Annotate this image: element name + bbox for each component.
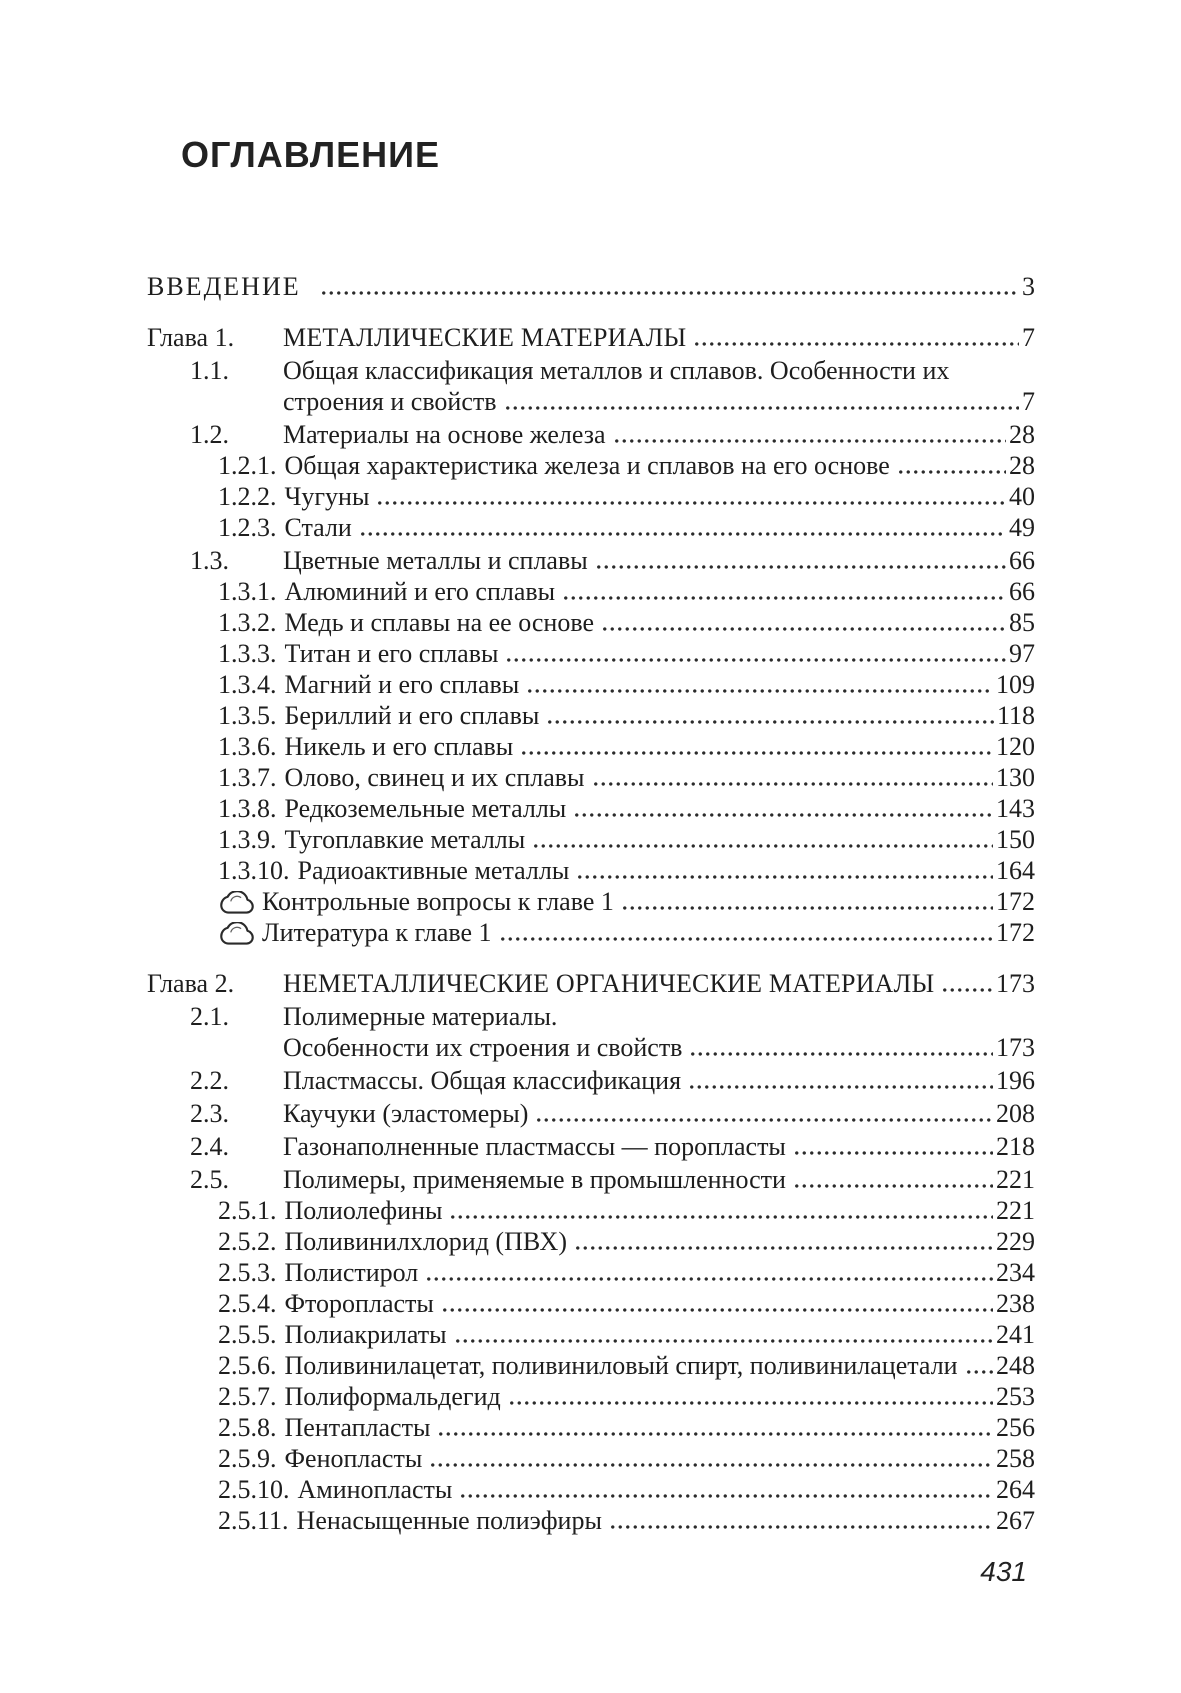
toc-entry-section xyxy=(147,1098,1035,1129)
entry-number: 1.3.6. xyxy=(218,732,277,761)
entry-page-number: 143 xyxy=(996,794,1035,823)
entry-number: 2.1. xyxy=(190,1002,229,1031)
entry-page-number: 3 xyxy=(1022,272,1035,301)
entry-number: 2.5. xyxy=(190,1165,229,1194)
entry-title: Газонаполненные пластмассы — поропласты xyxy=(283,1132,786,1161)
entry-page-number: 221 xyxy=(996,1165,1035,1194)
dot-leader xyxy=(592,782,994,786)
dot-leader xyxy=(499,937,993,941)
toc-entry-subsection xyxy=(147,1319,1035,1350)
toc-entry-electronic xyxy=(147,886,1035,917)
entry-title: Чугуны xyxy=(284,482,370,511)
toc-list xyxy=(147,271,1035,1536)
entry-number: 2.2. xyxy=(190,1066,229,1095)
entry-title: Цветные металлы и сплавы xyxy=(283,546,588,575)
entry-title: Фенопласты xyxy=(284,1444,423,1473)
entry-title: Пластмассы. Общая классификация xyxy=(283,1066,682,1095)
entry-page-number: 49 xyxy=(1009,513,1035,542)
entry-page-number: 66 xyxy=(1009,577,1035,606)
toc-entry-subsection xyxy=(147,450,1035,481)
dot-leader xyxy=(520,751,993,755)
entry-title: Стали xyxy=(284,513,352,542)
entry-page-number: 229 xyxy=(996,1227,1035,1256)
dot-leader xyxy=(595,565,1006,569)
entry-number: 1.3.5. xyxy=(218,701,277,730)
dot-leader xyxy=(546,720,994,724)
toc-entry-subsection xyxy=(147,700,1035,731)
dot-leader xyxy=(429,1463,993,1467)
entry-title: Общая характеристика железа и сплавов на его основе xyxy=(284,451,890,480)
folio-page-number: 431 xyxy=(980,1556,1027,1587)
entry-number: 2.3. xyxy=(190,1099,229,1128)
dot-leader xyxy=(621,906,993,910)
cloud-icon xyxy=(220,889,256,914)
entry-title: Алюминий и его сплавы xyxy=(284,577,556,606)
dot-leader xyxy=(613,439,1006,443)
entry-number: 1.3. xyxy=(190,546,229,575)
dot-leader xyxy=(459,1494,993,1498)
entry-page-number: 97 xyxy=(1009,639,1035,668)
dot-leader xyxy=(454,1339,993,1343)
entry-number: 1.1. xyxy=(190,356,229,385)
entry-page-number: 172 xyxy=(996,918,1035,947)
dot-leader xyxy=(897,470,1006,474)
entry-number: 2.5.3. xyxy=(218,1258,277,1287)
entry-page-number: 248 xyxy=(996,1351,1035,1380)
toc-entry-section xyxy=(147,1065,1035,1096)
toc-entry-subsection xyxy=(147,512,1035,543)
entry-number: 2.5.5. xyxy=(218,1320,277,1349)
entry-page-number: 118 xyxy=(996,701,1035,730)
chapter-label: Глава 2. xyxy=(147,969,235,998)
toc-entry-subsection xyxy=(147,1257,1035,1288)
dot-leader xyxy=(535,1118,993,1122)
entry-number: 2.5.7. xyxy=(218,1382,277,1411)
entry-title-line2: строения и свойств xyxy=(283,387,497,416)
entry-page-number: 221 xyxy=(996,1196,1035,1225)
entry-page-number: 238 xyxy=(996,1289,1035,1318)
entry-number: 1.3.10. xyxy=(218,856,290,885)
entry-title: Аминопласты xyxy=(297,1475,453,1504)
dot-leader xyxy=(573,813,993,817)
entry-page-number: 173 xyxy=(996,969,1035,998)
toc-entry-subsection xyxy=(147,1474,1035,1505)
dot-leader xyxy=(504,406,1019,410)
chapter-label: Глава 1. xyxy=(147,323,235,352)
entry-number: 1.3.8. xyxy=(218,794,277,823)
entry-page-number: 40 xyxy=(1009,482,1035,511)
dot-leader xyxy=(576,875,993,879)
entry-page-number: 173 xyxy=(996,1033,1035,1062)
entry-page-number: 28 xyxy=(1009,451,1035,480)
entry-number: 2.5.9. xyxy=(218,1444,277,1473)
dot-leader xyxy=(689,1052,993,1056)
entry-title: Полиакрилаты xyxy=(284,1320,447,1349)
dot-leader xyxy=(425,1277,993,1281)
entry-page-number: 234 xyxy=(996,1258,1035,1287)
toc-entry-subsection xyxy=(147,1381,1035,1412)
toc-entry-section xyxy=(147,545,1035,576)
entry-number: 2.5.6. xyxy=(218,1351,277,1380)
dot-leader xyxy=(562,596,1006,600)
dot-leader xyxy=(508,1401,993,1405)
toc-entry-chapter xyxy=(147,322,1035,353)
toc-entry-subsection xyxy=(147,1412,1035,1443)
entry-page-number: 264 xyxy=(996,1475,1035,1504)
toc-entry-subsection xyxy=(147,1195,1035,1226)
entry-title: НЕМЕТАЛЛИЧЕСКИЕ ОРГАНИЧЕСКИЕ МАТЕРИАЛЫ xyxy=(283,969,935,998)
toc-entry-subsection xyxy=(147,1226,1035,1257)
entry-title: Ненасыщенные полиэфиры xyxy=(296,1506,602,1535)
toc-entry-section xyxy=(147,1164,1035,1195)
entry-title: Каучуки (эластомеры) xyxy=(283,1099,529,1128)
entry-title: Титан и его сплавы xyxy=(284,639,499,668)
toc-entry-subsection xyxy=(147,669,1035,700)
entry-title: Полимеры, применяемые в промышленности xyxy=(283,1165,786,1194)
entry-page-number: 85 xyxy=(1009,608,1035,637)
entry-page-number: 253 xyxy=(996,1382,1035,1411)
entry-title: Материалы на основе железа xyxy=(283,420,606,449)
entry-page-number: 7 xyxy=(1022,387,1035,416)
entry-title: Литература к главе 1 xyxy=(262,918,492,947)
dot-leader xyxy=(609,1525,993,1529)
dot-leader xyxy=(359,532,1006,536)
entry-page-number: 130 xyxy=(996,763,1035,792)
entry-number: 1.2.2. xyxy=(218,482,277,511)
dot-leader xyxy=(793,1184,993,1188)
entry-page-number: 256 xyxy=(996,1413,1035,1442)
dot-leader xyxy=(532,844,993,848)
toc-entry-subsection xyxy=(147,731,1035,762)
entry-title: Тугоплавкие металлы xyxy=(284,825,526,854)
entry-number: 1.3.9. xyxy=(218,825,277,854)
entry-page-number: 66 xyxy=(1009,546,1035,575)
entry-title-block xyxy=(283,355,1035,417)
toc-entry-subsection xyxy=(147,762,1035,793)
entry-title: Никель и его сплавы xyxy=(284,732,514,761)
entry-page-number: 241 xyxy=(996,1320,1035,1349)
toc-entry-subsection xyxy=(147,607,1035,638)
toc-entry-subsection xyxy=(147,638,1035,669)
page-title: ОГЛАВЛЕНИЕ xyxy=(181,134,441,175)
dot-leader xyxy=(965,1370,993,1374)
entry-page-number: 267 xyxy=(996,1506,1035,1535)
toc-entry-section xyxy=(147,1131,1035,1162)
entry-title: Полиформальдегид xyxy=(284,1382,501,1411)
dot-leader xyxy=(693,342,1019,346)
entry-number: 2.5.8. xyxy=(218,1413,277,1442)
entry-title: Поливинилхлорид (ПВХ) xyxy=(284,1227,567,1256)
dot-leader xyxy=(320,291,1019,295)
toc-entry-section xyxy=(147,1001,1035,1063)
entry-title: Пентапласты xyxy=(284,1413,431,1442)
dot-leader xyxy=(793,1151,993,1155)
entry-number: 2.5.11. xyxy=(218,1506,289,1535)
toc-entry xyxy=(147,271,1035,302)
toc-entry-subsection xyxy=(147,1350,1035,1381)
entry-title-line1: Общая классификация металлов и сплавов. Особенности их xyxy=(283,356,950,385)
entry-number: 2.5.2. xyxy=(218,1227,277,1256)
entry-number: 1.3.3. xyxy=(218,639,277,668)
toc-entry-section xyxy=(147,355,1035,417)
entry-number: 2.5.4. xyxy=(218,1289,277,1318)
dot-leader xyxy=(941,988,993,992)
dot-leader xyxy=(688,1085,993,1089)
entry-title: Магний и его сплавы xyxy=(284,670,520,699)
entry-number: 2.5.1. xyxy=(218,1196,277,1225)
entry-title: Поливинилацетат, поливиниловый спирт, поливинилацетали xyxy=(284,1351,958,1380)
entry-page-number: 172 xyxy=(996,887,1035,916)
dot-leader xyxy=(505,658,1006,662)
entry-title: ВВЕДЕНИЕ xyxy=(147,272,301,301)
toc-entry-section xyxy=(147,419,1035,450)
entry-number: 1.3.7. xyxy=(218,763,277,792)
entry-page-number: 120 xyxy=(996,732,1035,761)
entry-title-line1: Полимерные материалы. xyxy=(283,1002,558,1031)
toc-entry-subsection xyxy=(147,1505,1035,1536)
entry-page-number: 7 xyxy=(1022,323,1035,352)
entry-title: Олово, свинец и их сплавы xyxy=(284,763,585,792)
entry-page-number: 208 xyxy=(996,1099,1035,1128)
entry-number: 1.3.2. xyxy=(218,608,277,637)
entry-number: 1.2.3. xyxy=(218,513,277,542)
cloud-icon xyxy=(220,920,256,945)
toc-entry-chapter xyxy=(147,968,1035,999)
toc-entry-subsection xyxy=(147,1288,1035,1319)
entry-title: Контрольные вопросы к главе 1 xyxy=(262,887,614,916)
dot-leader xyxy=(601,627,1006,631)
toc-entry-subsection xyxy=(147,824,1035,855)
entry-title: Редкоземельные металлы xyxy=(284,794,567,823)
entry-title: Медь и сплавы на ее основе xyxy=(284,608,594,637)
dot-leader xyxy=(526,689,993,693)
entry-title: Полиолефины xyxy=(284,1196,443,1225)
entry-number: 1.3.1. xyxy=(218,577,277,606)
entry-page-number: 150 xyxy=(996,825,1035,854)
toc-entry-subsection xyxy=(147,576,1035,607)
dot-leader xyxy=(449,1215,993,1219)
toc-entry-electronic xyxy=(147,917,1035,948)
entry-title: Радиоактивные металлы xyxy=(297,856,570,885)
entry-number: 1.3.4. xyxy=(218,670,277,699)
entry-number: 1.2.1. xyxy=(218,451,277,480)
entry-title-line2: Особенности их строения и свойств xyxy=(283,1033,683,1062)
entry-number: 2.4. xyxy=(190,1132,229,1161)
entry-page-number: 28 xyxy=(1009,420,1035,449)
toc-entry-subsection xyxy=(147,1443,1035,1474)
dot-leader xyxy=(437,1432,993,1436)
entry-page-number: 164 xyxy=(996,856,1035,885)
entry-page-number: 218 xyxy=(996,1132,1035,1161)
toc-entry-subsection xyxy=(147,793,1035,824)
entry-title: Фторопласты xyxy=(284,1289,434,1318)
entry-number: 1.2. xyxy=(190,420,229,449)
toc-entry-subsection xyxy=(147,481,1035,512)
entry-title: Бериллий и его сплавы xyxy=(284,701,540,730)
entry-title: МЕТАЛЛИЧЕСКИЕ МАТЕРИАЛЫ xyxy=(283,323,687,352)
entry-title-block xyxy=(283,1001,1035,1063)
toc-entry-subsection xyxy=(147,855,1035,886)
entry-page-number: 196 xyxy=(996,1066,1035,1095)
entry-number: 2.5.10. xyxy=(218,1475,290,1504)
dot-leader xyxy=(376,501,1006,505)
entry-page-number: 258 xyxy=(996,1444,1035,1473)
entry-title: Полистирол xyxy=(284,1258,419,1287)
dot-leader xyxy=(441,1308,993,1312)
dot-leader xyxy=(574,1246,993,1250)
entry-page-number: 109 xyxy=(996,670,1035,699)
